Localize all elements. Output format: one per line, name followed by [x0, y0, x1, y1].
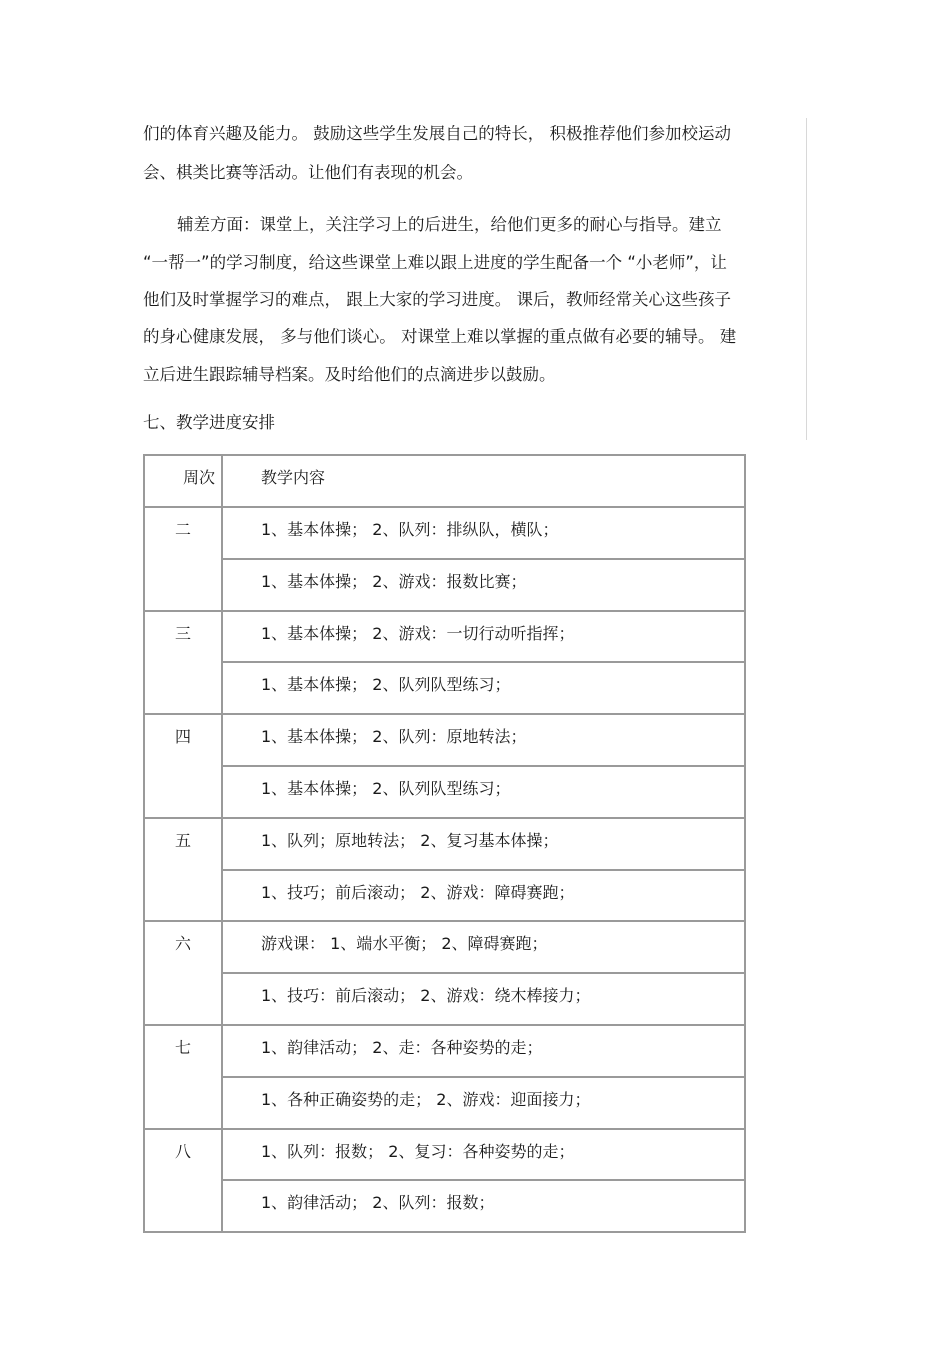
- section-heading: 七、教学进度安排: [143, 413, 275, 432]
- paragraph-line: 立后进生跟踪辅导档案。及时给他们的点滴进步以鼓励。: [143, 365, 556, 384]
- lesson-content: 1、基本体操； 2、队列队型练习；: [221, 765, 746, 819]
- header-week: 周次: [143, 454, 223, 508]
- week-cell: 二: [143, 506, 223, 612]
- lesson-content: 1、技巧；前后滚动； 2、游戏：障碍赛跑；: [221, 869, 746, 923]
- lesson-content: 1、基本体操； 2、游戏：报数比赛；: [221, 558, 746, 612]
- week-cell: 八: [143, 1128, 223, 1234]
- lesson-content: 游戏课： 1、端水平衡； 2、障碍赛跑；: [221, 920, 746, 974]
- lesson-content: 1、队列：报数； 2、复习：各种姿势的走；: [221, 1128, 746, 1182]
- paragraph-line: “一帮一”的学习制度，给这些课堂上难以跟上进度的学生配备一个 “小老师”，让: [143, 253, 727, 272]
- lesson-content: 1、队列；原地转法； 2、复习基本体操；: [221, 817, 746, 871]
- lesson-content: 1、基本体操； 2、队列：原地转法；: [221, 713, 746, 767]
- week-cell: 四: [143, 713, 223, 819]
- paragraph-line: 辅差方面：课堂上，关注学习上的后进生，给他们更多的耐心与指导。建立: [177, 215, 722, 234]
- week-cell: 七: [143, 1024, 223, 1130]
- week-cell: 六: [143, 920, 223, 1026]
- week-cell: 五: [143, 817, 223, 923]
- lesson-content: 1、基本体操； 2、游戏：一切行动听指挥；: [221, 610, 746, 664]
- header-content: 教学内容: [221, 454, 746, 508]
- paragraph-line: 会、棋类比赛等活动。让他们有表现的机会。: [143, 163, 473, 182]
- schedule-table: [143, 454, 746, 1229]
- lesson-content: 1、技巧：前后滚动； 2、游戏：绕木棒接力；: [221, 972, 746, 1026]
- lesson-content: 1、韵律活动； 2、队列：报数；: [221, 1179, 746, 1233]
- lesson-content: 1、基本体操； 2、队列：排纵队，横队；: [221, 506, 746, 560]
- paragraph-line: 他们及时掌握学习的难点， 跟上大家的学习进度。 课后，教师经常关心这些孩子: [143, 290, 731, 309]
- paragraph-line: 的身心健康发展， 多与他们谈心。 对课堂上难以掌握的重点做有必要的辅导。 建: [143, 327, 737, 346]
- lesson-content: 1、各种正确姿势的走； 2、游戏：迎面接力；: [221, 1076, 746, 1130]
- paragraph-line: 们的体育兴趣及能力。 鼓励这些学生发展自己的特长， 积极推荐他们参加校运动: [143, 124, 731, 143]
- lesson-content: 1、韵律活动； 2、走：各种姿势的走；: [221, 1024, 746, 1078]
- lesson-content: 1、基本体操； 2、队列队型练习；: [221, 661, 746, 715]
- week-cell: 三: [143, 610, 223, 716]
- body-text: [143, 118, 807, 440]
